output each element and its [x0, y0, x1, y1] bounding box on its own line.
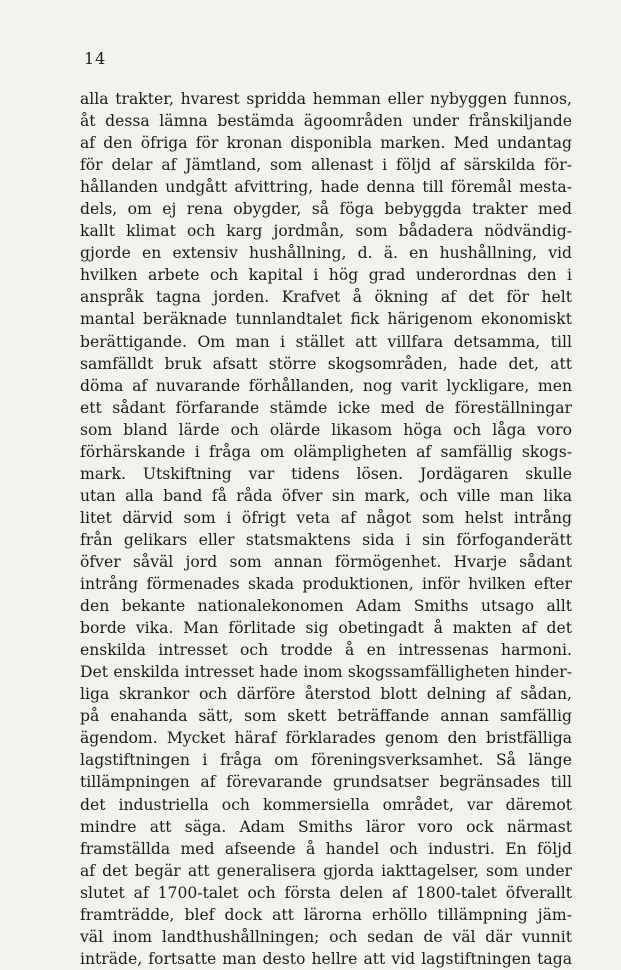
text-line: samfälldt bruk afsatt större skogsområden, hade det, att: [80, 354, 572, 373]
text-line: intrång förmenades skada produktionen, inför hvilken efter: [80, 575, 572, 594]
body-text: [80, 88, 572, 970]
text-line: hvilken arbete och kapital i hög grad underordnas den i: [80, 266, 572, 285]
text-line: från gelikars eller statsmaktens sida i sin förfoganderätt: [80, 530, 572, 549]
text-line: öfver såväl jord som annan förmögenhet. Hvarje sådant: [80, 552, 572, 571]
text-line: väl inom landthushållningen; och sedan de väl där vunnit: [80, 927, 572, 946]
text-line: för delar af Jämtland, som allenast i följd af särskilda för-: [80, 156, 572, 175]
text-line: alla trakter, hvarest spridda hemman eller nybyggen funnos,: [80, 90, 572, 108]
text-line: som bland lärde och olärde likasom höga och låga voro: [80, 420, 572, 439]
page-number: 14: [84, 49, 107, 68]
text-line: hållanden undgått afvittring, hade denna till föremål mesta-: [80, 178, 572, 197]
text-line: framträdde, blef dock att lärorna erhöllo tillämpning jäm-: [80, 905, 572, 924]
text-line: enskilda intresset och trodde å en intressenas harmoni.: [80, 641, 572, 660]
text-line: mantal beräknade tunnlandtalet fick härigenom ekonomiskt: [80, 310, 572, 329]
text-line: slutet af 1700-talet och första delen af 1800-talet öfverallt: [80, 883, 572, 902]
text-line: lagstiftningen i fråga om föreningsverksamhet. Så länge: [80, 751, 572, 770]
text-line: kallt klimat och karg jordmån, som bådadera nödvändig-: [80, 222, 572, 241]
text-line: tillämpningen af förevarande grundsatser begränsades till: [80, 773, 572, 792]
text-line: ägendom. Mycket häraf förklarades genom den bristfälliga: [80, 729, 572, 748]
text-line: gjorde en extensiv hushållning, d. ä. en hushållning, vid: [80, 244, 572, 263]
text-line: mark. Utskiftning var tidens lösen. Jordägaren skulle: [80, 464, 572, 483]
text-line: litet därvid som i öfrigt veta af något som helst intrång: [80, 508, 572, 527]
text-line: af den öfriga för kronan disponibla marken. Med undantag: [80, 134, 572, 153]
text-line: döma af nuvarande förhållanden, nog varit lyckligare, men: [80, 376, 572, 395]
text-line: det industriella och kommersiella området, var däremot: [80, 795, 572, 814]
text-line: borde vika. Man förlitade sig obetingadt å makten af det: [80, 619, 572, 638]
text-line: dels, om ej rena obygder, så föga bebyggda trakter med: [80, 200, 572, 219]
text-line: förhärskande i fråga om olämpligheten af samfällig skogs-: [80, 442, 572, 461]
text-line: ett sådant förfarande stämde icke med de föreställningar: [80, 398, 572, 417]
text-line: berättigande. Om man i stället att villfara detsamma, till: [80, 332, 572, 351]
text-line: af det begär att generalisera gjorda iakttagelser, som under: [80, 861, 572, 880]
text-line: mindre att säga. Adam Smiths läror voro ock närmast: [80, 817, 572, 836]
text-line: på enahanda sätt, som skett beträffande annan samfällig: [80, 707, 572, 726]
text-line: åt dessa lämna bestämda ägoområden under frånskiljande: [80, 112, 572, 131]
text-line: anspråk tagna jorden. Krafvet å ökning af det för helt: [80, 288, 572, 307]
text-line: liga skrankor och därföre återstod blott delning af sådan,: [80, 685, 572, 704]
text-line: utan alla band få råda öfver sin mark, och ville man lika: [80, 486, 572, 505]
text-line: inträde, fortsatte man desto hellre att vid lagstiftningen taga: [80, 949, 572, 968]
text-line: Det enskilda intresset hade inom skogssamfälligheten hinder-: [80, 663, 572, 682]
text-line: framställda med afseende å handel och industri. En följd: [80, 839, 572, 858]
text-line: den bekante nationalekonomen Adam Smiths utsago allt: [80, 597, 572, 616]
